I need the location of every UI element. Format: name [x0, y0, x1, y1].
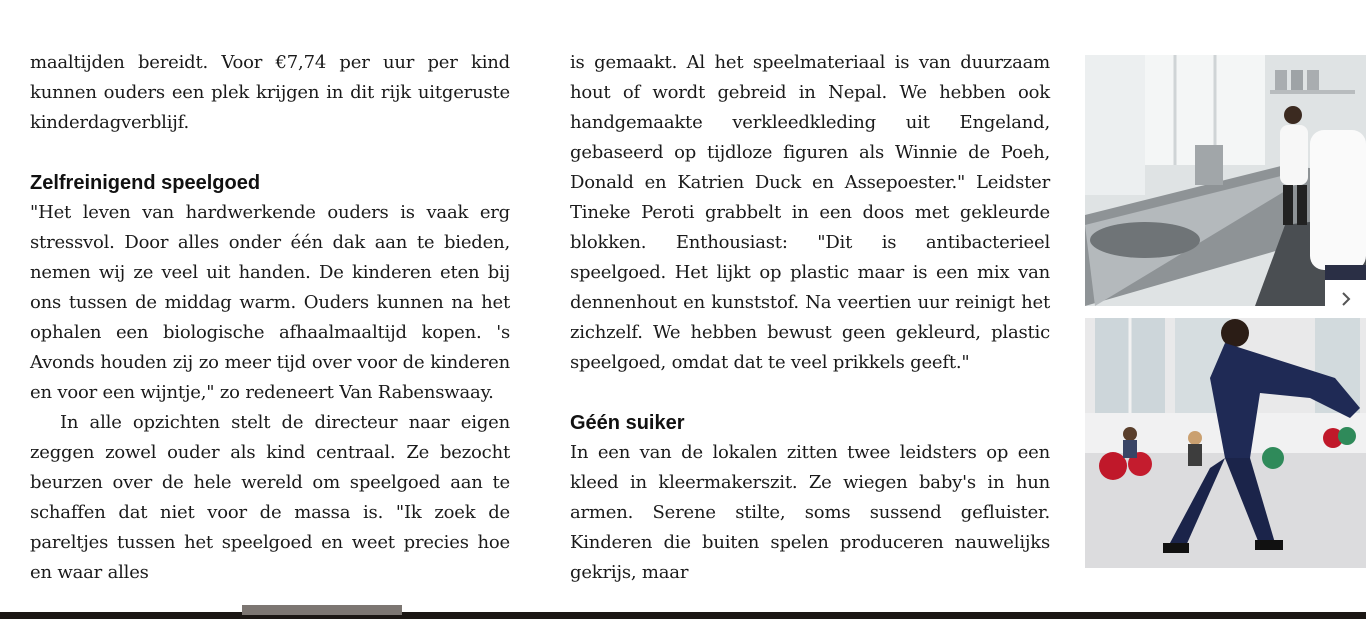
- section-heading: Géén suiker: [570, 412, 685, 434]
- bottom-media-strip: [0, 612, 1366, 619]
- paragraph: is gemaakt. Al het speelmateriaal is van duurzaam hout of wordt gebreid in Nepal. We hebben ook handgemaakte verkleedkleding uit Engeland, gebaseerd op tijdloze figuren als Winnie de Poeh, Donald en Katrien Duck en Assepoester." Leidster Tineke Peroti grabbelt in een doos met gekleurde blokken. Enthousiast: "Dit is antibacterieel speelgoed. Het lijkt op plastic maar is een mix van dennenhout en kunststof. Na veertien uur reinigt het zichzelf. We hebben bewust geen gekleurd, plastic speelgoed, omdat dat te veel prikkels geeft.": [570, 52, 1050, 373]
- chevron-right-icon: [1339, 291, 1353, 311]
- section-heading: Zelfreinigend speelgoed: [30, 172, 261, 194]
- paragraph: "Het leven van hardwerkende ouders is vaak erg stressvol. Door alles onder één dak aan te bieden, nemen wij ze veel uit handen. De kinderen eten bij ons tussen de middag warm. Ouders kunnen na het ophalen een biologische afhaalmaaltijd kopen. 's Avonds houden zij zo meer tijd over voor de kinderen en voor een wijntje," zo redeneert Van Rabenswaay.: [30, 202, 510, 403]
- bottom-media-tab[interactable]: [242, 605, 402, 615]
- paragraph: In een van de lokalen zitten twee leidsters op een kleed in kleermakerszit. Ze wiegen baby's in hun armen. Serene stilte, soms sussend gefluister. Kinderen die buiten spelen produceren nauwelijks gekrijs, maar: [570, 442, 1050, 583]
- playroom-photo[interactable]: [1085, 318, 1366, 568]
- article-column-left: [30, 48, 510, 588]
- paragraph: maaltijden bereidt. Voor €7,74 per uur per kind kunnen ouders een plek krijgen in dit rijk uitgeruste kinderdagverblijf.: [30, 52, 510, 133]
- article-column-right: [570, 48, 1050, 588]
- kitchen-photo[interactable]: [1085, 55, 1366, 306]
- gallery-next-button[interactable]: [1325, 280, 1366, 322]
- paragraph: In alle opzichten stelt de directeur naar eigen zeggen zowel ouder als kind centraal. Ze bezocht beurzen over de hele wereld om speelgoed aan te schaffen dat niet voor de massa is. "Ik zoek de pareltjes tussen het speelgoed en weet precies hoe en waar alles: [30, 412, 510, 583]
